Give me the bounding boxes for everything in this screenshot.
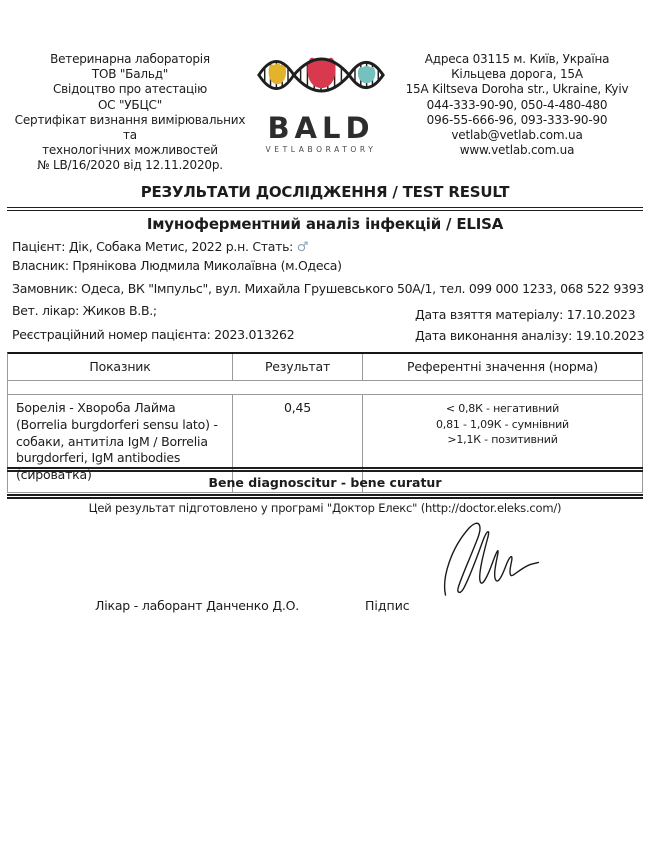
lab-address-en: 15A Kiltseva Doroha str., Ukraine, Kyiv [405,82,629,97]
logo-subtitle: VETLABORATORY [265,145,377,154]
doctor-line: Лікар - лаборант Данченко Д.О. [95,598,300,613]
reference-positive: >1,1К - позитивний [447,433,558,446]
date-done-line: Дата виконання аналізу: 19.10.2023 [415,328,645,343]
motto-band: Bene diagnoscitur - bene curatur [7,467,643,499]
software-note: Цей результат підготовлено у програмі "Доктор Елекс" (http://doctor.eleks.com/) [88,501,562,515]
patient-text: Пацієнт: Дік, Собака Метис, 2022 р.н. Стать: [12,239,294,254]
column-header-result: Результат [233,354,363,380]
logo-wordmark: BALD [267,111,375,145]
reference-doubtful: 0,81 - 1,09К - сумнівний [436,417,569,431]
lab-certificate-line: Свідоцтво про атестацію [52,82,208,97]
title-separator [7,207,643,211]
table-header-row [8,354,642,381]
patient-line [12,239,308,255]
result-cell: 0,45 [233,395,363,492]
lab-phones-2: 096-55-666-96, 093-333-90-90 [426,112,608,127]
owner-line: Власник: Прянікова Людмила Миколаївна (м.Одеса) [12,258,342,273]
lab-company: ТОВ "Бальд" [91,67,169,82]
analysis-title: Імуноферментний аналіз інфекцій / ELISA [146,215,504,233]
lab-phones-1: 044-333-90-90, 050-4-480-480 [426,97,608,112]
lab-cert-text-1: Сертифікат визнання вимірювальних та [14,112,246,143]
lab-email-site: vetlab@vetlab.com.ua www.vetlab.com.ua [451,128,583,158]
report-title: РЕЗУЛЬТАТИ ДОСЛІДЖЕННЯ / TEST RESULT [140,183,510,201]
lab-credentials-block [10,52,250,174]
column-header-reference: Референтні значення (норма) [407,359,598,374]
indicator-cell: Борелія - Хвороба Лайма (Borrelia burgdorferi sensu lato) - собаки, антитіла IgM / Borrelia burgdorferi, IgM antibodies (сироватка) [8,395,233,492]
lab-cert-text-2: технологічних можливостей [42,143,218,158]
date-taken-line: Дата взяття матеріалу: 17.10.2023 [415,307,636,322]
lab-cert-number: № LB/16/2020 від 12.11.2020р. [37,158,223,173]
lab-certifier: ОС "УБЦС" [97,97,163,112]
column-header-indicator: Показник [8,354,233,380]
reference-negative: < 0,8К - негативний [445,402,560,415]
lab-contacts-block [393,52,641,158]
table-spacer-row [8,381,642,395]
dna-helix-cats-icon [252,42,390,108]
vet-doctor-line: Вет. лікар: Жиков В.В.; [12,303,157,318]
lab-address-street: Кільцева дорога, 15А [451,67,583,82]
lab-address-ua: Адреса 03115 м. Київ, Україна [424,52,610,66]
male-sign-icon: ♂ [296,240,309,255]
signature-label: Підпис [365,598,410,613]
handwritten-signature [432,518,544,602]
customer-line: Замовник: Одеса, ВК "Імпульс", вул. Михайла Грушевського 50А/1, тел. 099 000 1233, 068 522 9393 [12,281,644,296]
lab-logo [252,42,390,154]
registration-number-line: Реєстраційний номер пацієнта: 2023.013262 [12,327,295,342]
lab-name: Ветеринарна лабораторія [50,52,210,66]
